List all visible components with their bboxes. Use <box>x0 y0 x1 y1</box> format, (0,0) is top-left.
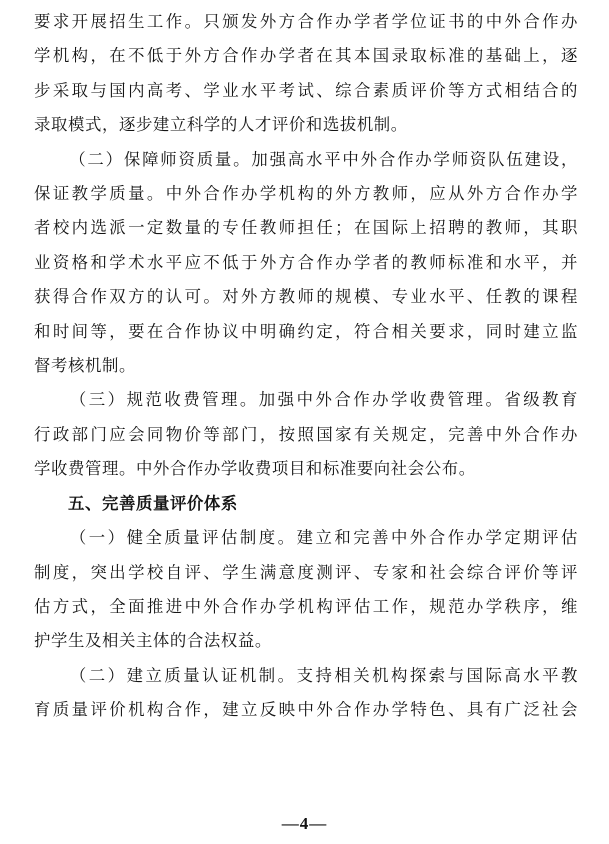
text-line: 和时间等，要在合作协议中明确约定，符合相关要求，同时建立监 <box>34 321 578 341</box>
text-line: 业资格和学术水平应不低于外方合作办学者的教师标准和水平，并 <box>34 252 578 272</box>
document-body <box>34 5 578 728</box>
text-line <box>34 521 578 555</box>
text-line: 制度，突出学校自评、学生满意度测评、专家和社会综合评价等评 <box>34 562 578 582</box>
text-line: 学收费管理。中外合作办学收费项目和标准要向社会公布。 <box>34 459 476 479</box>
text-line-content: （二）保障师资质量。加强高水平中外合作办学师资队伍建设， <box>68 149 578 169</box>
text-line-content: （三）规范收费管理。加强中外合作办学收费管理。省级教育 <box>68 390 578 410</box>
text-line: 要求开展招生工作。只颁发外方合作办学者学位证书的中外合作办 <box>34 12 578 31</box>
text-line: 获得合作双方的认可。对外方教师的规模、专业水平、任教的课程 <box>34 287 578 307</box>
text-line: 录取模式，逐步建立科学的人才评价和选拔机制。 <box>34 115 408 135</box>
text-line: 育质量评价机构合作，建立反映中外合作办学特色、具有广泛社会 <box>34 700 578 720</box>
text-line: 护学生及相关主体的合法权益。 <box>34 631 272 651</box>
text-line-content: （二）建立质量认证机制。支持相关机构探索与国际高水平教 <box>68 665 578 685</box>
text-line <box>34 659 578 693</box>
text-line-content: （一）健全质量评估制度。建立和完善中外合作办学定期评估 <box>68 528 578 548</box>
page-number: —4— <box>281 814 328 833</box>
text-line: 督考核机制。 <box>34 356 136 376</box>
text-line: 学机构，在不低于外方合作办学者在其本国录取标准的基础上，逐 <box>34 46 578 66</box>
text-line: 估方式，全面推进中外合作办学机构评估工作，规范办学秩序，维 <box>34 596 578 616</box>
section-heading: 五、完善质量评价体系 <box>68 493 238 513</box>
text-line: 步采取与国内高考、学业水平考试、综合素质评价等方式相结合的 <box>34 80 578 100</box>
text-line: 者校内选派一定数量的专任教师担任；在国际上招聘的教师，其职 <box>34 218 578 238</box>
text-line <box>34 383 578 417</box>
text-line: 行政部门应会同物价等部门，按照国家有关规定，完善中外合作办 <box>34 424 578 444</box>
text-line: 保证教学质量。中外合作办学机构的外方教师，应从外方合作办学 <box>34 184 578 204</box>
text-line <box>34 143 578 177</box>
